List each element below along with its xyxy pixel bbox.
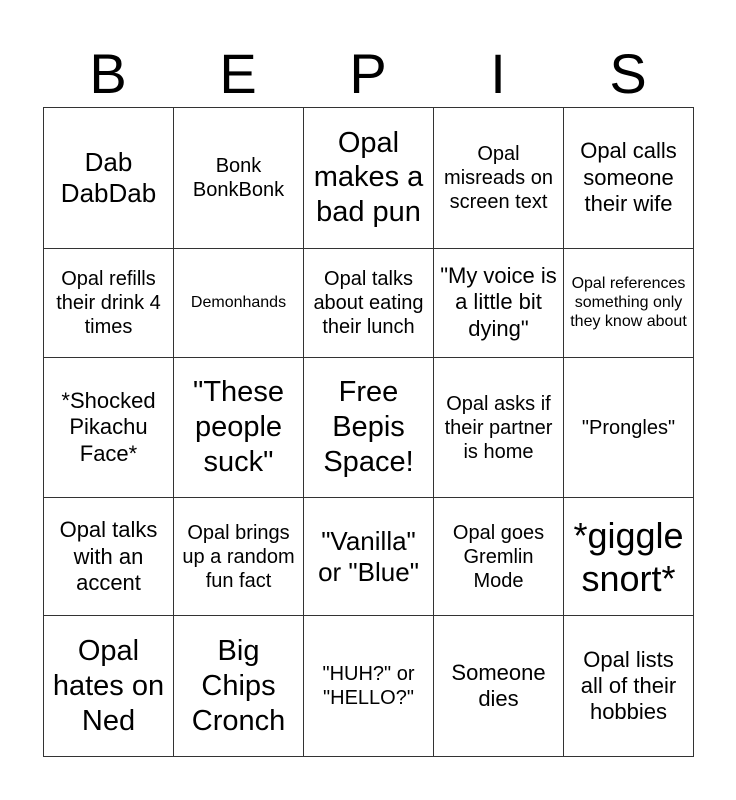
bingo-cell[interactable]: Opal refills their drink 4 times	[44, 248, 174, 357]
header-letter-e: E	[219, 42, 257, 105]
header-letter-s: S	[609, 42, 647, 105]
board-row	[44, 616, 694, 757]
bingo-cell[interactable]: Opal makes a bad pun	[304, 108, 434, 249]
bingo-cell[interactable]: "These people suck"	[174, 357, 304, 498]
board-row	[44, 108, 694, 249]
header-letter-p: P	[349, 42, 387, 105]
bingo-cell[interactable]: Opal lists all of their hobbies	[564, 616, 694, 757]
bingo-cell[interactable]: "My voice is a little bit dying"	[434, 248, 564, 357]
bingo-cell[interactable]: Opal talks about eating their lunch	[304, 248, 434, 357]
bingo-cell[interactable]: Opal brings up a random fun fact	[174, 498, 304, 616]
bingo-cell[interactable]: Bonk BonkBonk	[174, 108, 304, 249]
bingo-cell[interactable]: Demonhands	[174, 248, 304, 357]
bingo-cell[interactable]: Opal calls someone their wife	[564, 108, 694, 249]
bingo-board	[43, 107, 694, 757]
bingo-cell[interactable]: Dab DabDab	[44, 108, 174, 249]
bingo-cell[interactable]: Opal hates on Ned	[44, 616, 174, 757]
bingo-cell[interactable]: Big Chips Cronch	[174, 616, 304, 757]
bingo-cell[interactable]: Opal goes Gremlin Mode	[434, 498, 564, 616]
bingo-cell[interactable]: "Vanilla" or "Blue"	[304, 498, 434, 616]
bingo-cell[interactable]: Opal talks with an accent	[44, 498, 174, 616]
header-letter-b: B	[89, 42, 127, 105]
header-letter-i: I	[490, 42, 506, 105]
bingo-cell[interactable]: "HUH?" or "HELLO?"	[304, 616, 434, 757]
bingo-cell[interactable]: Free Bepis Space!	[304, 357, 434, 498]
bingo-cell[interactable]: Someone dies	[434, 616, 564, 757]
bingo-cell[interactable]: *Shocked Pikachu Face*	[44, 357, 174, 498]
bingo-cell[interactable]: *giggle snort*	[564, 498, 694, 616]
board-row	[44, 357, 694, 498]
board-row	[44, 248, 694, 357]
bingo-header	[43, 40, 693, 108]
bingo-cell[interactable]: "Prongles"	[564, 357, 694, 498]
board-row	[44, 498, 694, 616]
bingo-cell[interactable]: Opal asks if their partner is home	[434, 357, 564, 498]
bingo-cell[interactable]: Opal misreads on screen text	[434, 108, 564, 249]
bingo-cell[interactable]: Opal references something only they know about	[564, 248, 694, 357]
